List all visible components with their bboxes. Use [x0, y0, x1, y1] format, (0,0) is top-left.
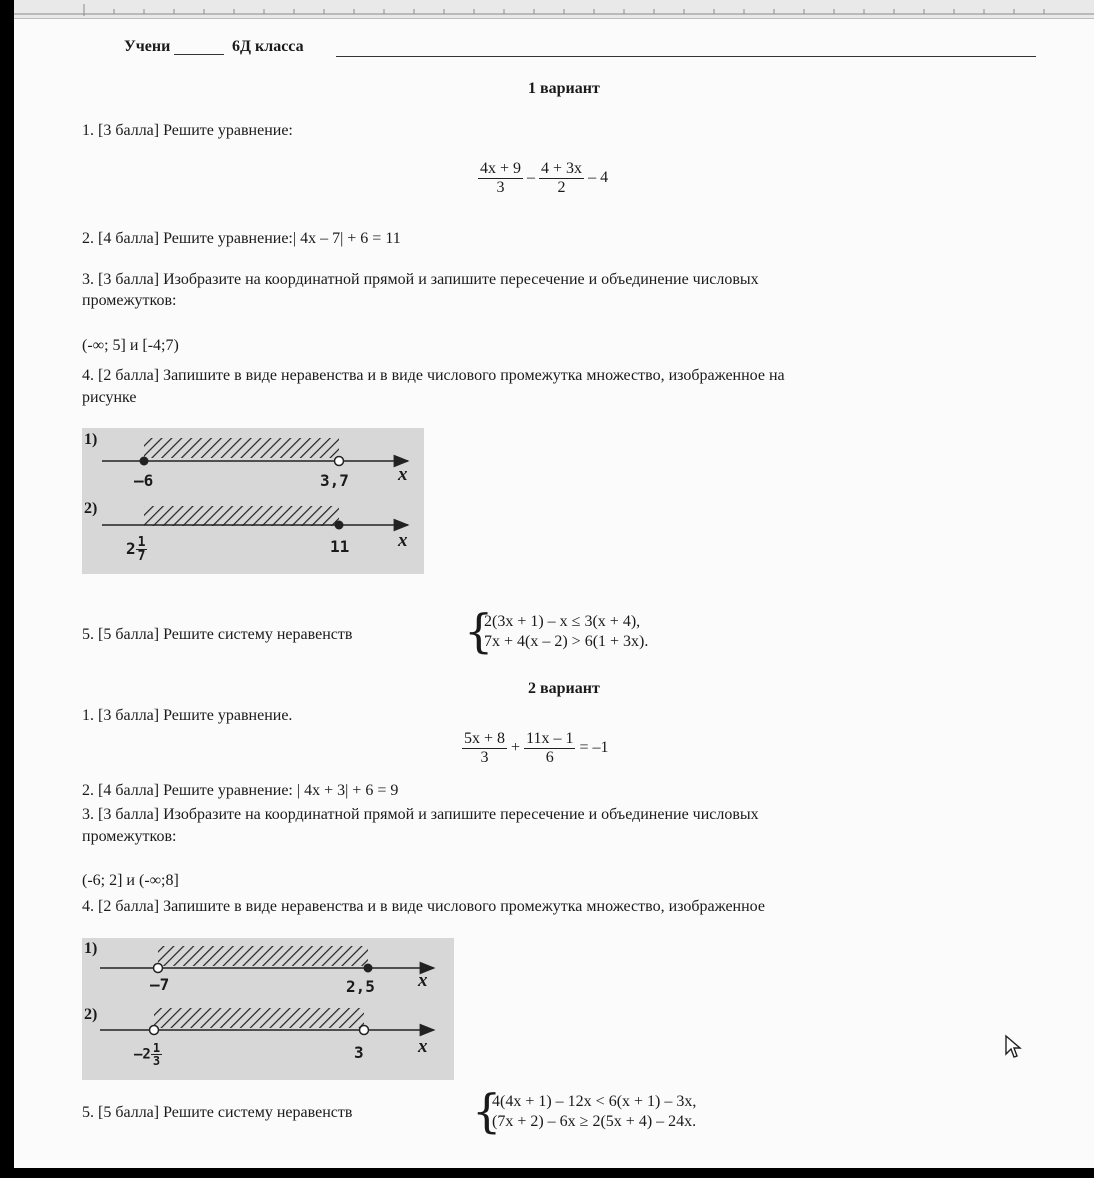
v2-fig-l2-a [134, 1042, 162, 1067]
v2-fig-l2-b: 3 [354, 1043, 364, 1062]
v2-line1-point-a [154, 964, 163, 973]
v1-line1-point-b [335, 457, 344, 466]
v1-f2-den: 2 [539, 178, 584, 197]
v1-task-3-sets: (-∞; 5] и [-4;7) [82, 337, 179, 354]
v2-line1-point-b [364, 964, 373, 973]
v2-plus: + [511, 739, 521, 757]
v1-number-line-figure [82, 428, 424, 574]
v2-fraction-1 [462, 730, 507, 767]
student-label: Учени [124, 38, 171, 55]
v1-system [484, 612, 648, 652]
v1-f2-num: 4 + 3x [541, 160, 583, 177]
v1-fig-label-2: 2) [84, 500, 98, 517]
v2-task-2: 2. [4 балла] Решите уравнение: | 4x + 3| + 6 = 9 [82, 782, 399, 799]
v1-fraction-1 [478, 160, 523, 197]
v1-task-1: 1. [3 балла] Решите уравнение: [82, 122, 293, 139]
v2-fig-l2-x: x [418, 1036, 428, 1057]
v2-line1-shading [158, 946, 368, 966]
v1-fig-l2-a-den: 7 [137, 549, 146, 564]
mouse-cursor-icon [1004, 1034, 1022, 1060]
v2-task-3-line2: промежутков: [82, 828, 177, 845]
v1-fig-l2-a-whole: 2 [126, 539, 136, 558]
variant-2-title: 2 вариант [528, 680, 600, 697]
v2-fraction-2 [524, 730, 575, 767]
v1-line2-shading [144, 506, 339, 526]
v2-f1-num: 5x + 8 [464, 730, 506, 747]
v1-equation-1 [478, 160, 608, 197]
v2-fig-l2-a-den: 3 [152, 1054, 161, 1068]
ruler-ticks [14, 0, 1094, 18]
v2-task-4-line1: 4. [2 балла] Запишите в виде неравенства и в виде числового промежутка множество, изображенное [82, 898, 765, 915]
name-underline [174, 54, 224, 55]
v1-fig-l1-x: x [398, 464, 408, 485]
v2-system-line-1: 4(4x + 1) – 12x < 6(x + 1) – 3x, [492, 1093, 697, 1110]
v1-fig-l2-x: x [398, 530, 408, 551]
v2-system [492, 1092, 696, 1132]
v1-line2-point-b [335, 521, 344, 530]
v1-task-2: 2. [4 балла] Решите уравнение:| 4x – 7| + 6 = 11 [82, 230, 401, 247]
v2-line2-shading [154, 1008, 364, 1028]
v2-task-3-sets: (-6; 2] и (-∞;8] [82, 872, 179, 889]
v2-line2-point-a [150, 1026, 159, 1035]
v1-system-line-2: 7x + 4(x – 2) > 6(1 + 3x). [484, 633, 649, 650]
v2-line2-point-b [360, 1026, 369, 1035]
v2-f1-den: 3 [462, 748, 507, 767]
v1-task-3-line1: 3. [3 балла] Изобразите на координатной прямой и запишите пересечение и объединение числовых [82, 271, 759, 288]
v1-fig-l2-a-num: 1 [137, 535, 146, 550]
v1-fig-label-1: 1) [84, 431, 98, 448]
v2-fig-l2-a-num: 1 [152, 1041, 161, 1055]
v2-tail: = –1 [579, 739, 609, 757]
v1-line1-shading [144, 438, 339, 458]
v1-minus: – [527, 169, 536, 187]
variant-1-title: 1 вариант [528, 80, 600, 97]
v1-tail: – 4 [588, 169, 609, 187]
v1-task-4-line1: 4. [2 балла] Запишите в виде неравенства и в виде числового промежутка множество, изображенное на [82, 367, 785, 384]
v2-fig-l2-a-whole: –2 [134, 1046, 151, 1063]
v1-fig-l2-b: 11 [330, 537, 350, 556]
v1-line1-point-a [140, 457, 149, 466]
v2-f2-num: 11x – 1 [526, 730, 574, 747]
v1-system-line-1: 2(3x + 1) – x ≤ 3(x + 4), [484, 613, 641, 630]
v2-system-line-2: (7x + 2) – 6x ≥ 2(5x + 4) – 24x. [492, 1113, 697, 1130]
v2-fig-label-2: 2) [84, 1006, 98, 1023]
v2-fig-label-1: 1) [84, 940, 98, 957]
header-underline [336, 56, 1036, 57]
document-page [14, 0, 1094, 1168]
v1-f1-den: 3 [478, 178, 523, 197]
v2-f2-den: 6 [524, 748, 575, 767]
v2-fig-l1-b: 2,5 [346, 977, 375, 996]
v1-fig-l2-a [126, 536, 147, 563]
v1-task-4-line2: рисунке [82, 389, 137, 406]
v2-task-5: 5. [5 балла] Решите систему неравенств [82, 1104, 353, 1121]
v2-fig-l1-x: x [418, 970, 428, 991]
v2-task-1: 1. [3 балла] Решите уравнение. [82, 707, 293, 724]
v2-fig-l1-a: –7 [150, 975, 170, 994]
v1-system-brace: { [464, 604, 494, 658]
v1-fig-l1-a: –6 [134, 471, 154, 490]
v2-equation-1 [462, 730, 609, 767]
v2-number-line-figure [82, 938, 454, 1080]
horizontal-ruler[interactable] [14, 0, 1094, 19]
v2-system-brace: { [472, 1084, 502, 1138]
v1-task-3-line2: промежутков: [82, 292, 177, 309]
v2-task-3-line1: 3. [3 балла] Изобразите на координатной прямой и запишите пересечение и объединение числовых [82, 806, 759, 823]
v1-f1-num: 4x + 9 [480, 160, 522, 177]
v1-task-5: 5. [5 балла] Решите систему неравенств [82, 626, 353, 643]
class-label: 6Д класса [232, 38, 304, 55]
v1-fraction-2 [539, 160, 584, 197]
v1-fig-l1-b: 3,7 [320, 471, 349, 490]
